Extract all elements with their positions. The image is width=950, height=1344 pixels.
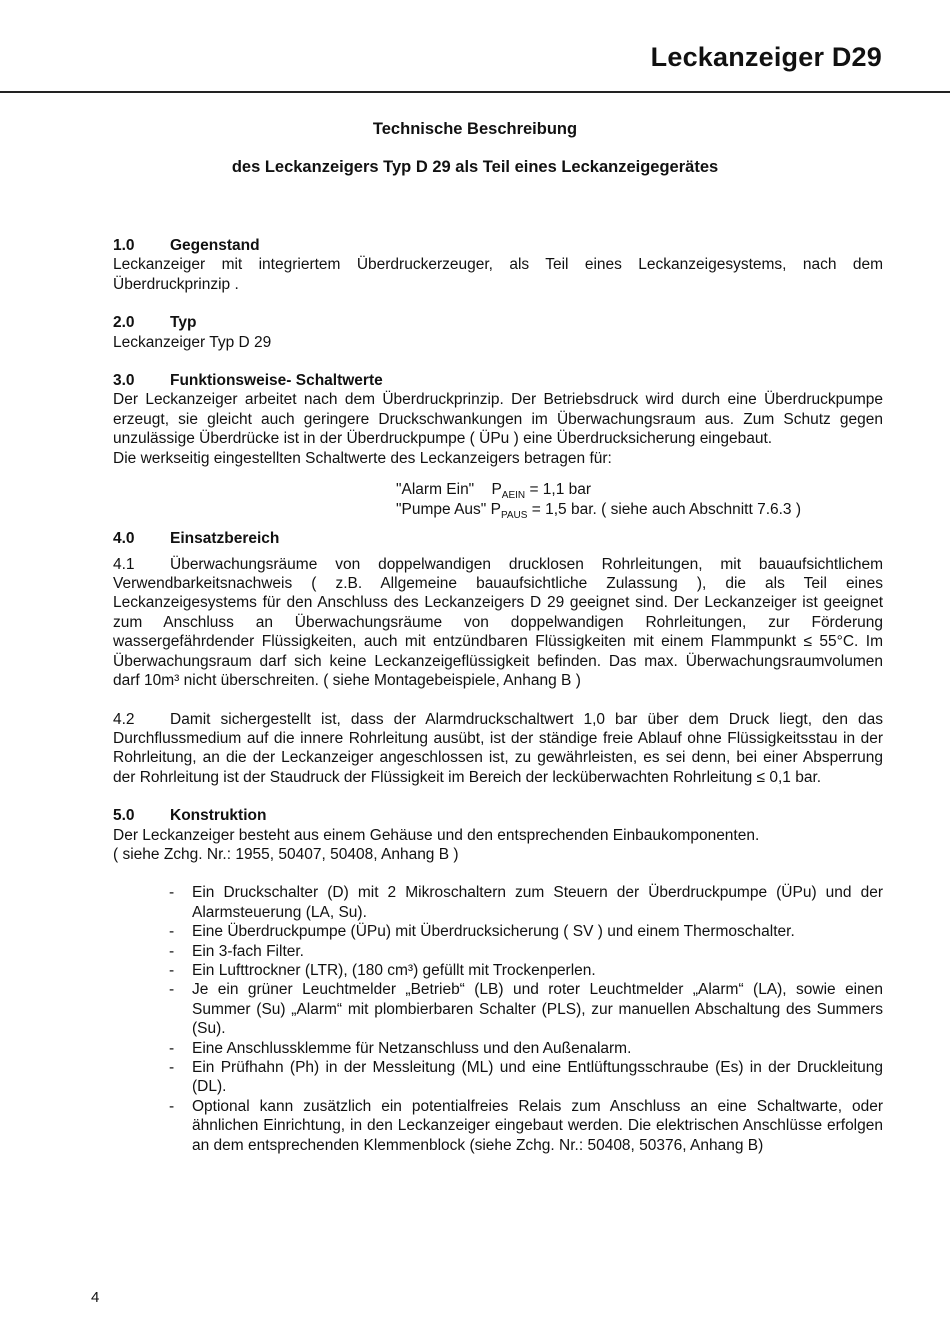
section-text: Der Leckanzeiger besteht aus einem Gehäuse und den entsprechenden Einbaukomponenten. xyxy=(113,826,760,844)
page-number: 4 xyxy=(91,1289,100,1306)
header-title: Leckanzeiger D29 xyxy=(650,42,882,72)
list-item: - Eine Überdruckpumpe (ÜPu) mit Überdrucksicherung ( SV ) und einem Thermoschalter. xyxy=(169,923,795,941)
bullet-dash: - xyxy=(169,942,175,960)
section-typ xyxy=(113,313,883,352)
bullet-dash: - xyxy=(169,1039,175,1057)
paragraph-number: 4.2 xyxy=(113,710,135,728)
section-title: Einsatzbereich xyxy=(170,530,280,548)
section-text: Der Leckanzeiger arbeitet nach dem Überdruckprinzip. Der Betriebsdruck wird durch eine Überdruckpumpe erzeugt, sie gleicht auch geringere Druckschwankungen im Überwachungsraum aus. Zum Schutz gegen unzulässige Überdrücke ist in der Überdruckpumpe ( ÜPu ) eine Überdrucksicherung eingebaut. xyxy=(113,391,883,448)
switch-values xyxy=(396,480,883,519)
paragraph-4-2 xyxy=(113,710,883,788)
alarm-pressure-value: = 1,1 bar xyxy=(529,481,592,499)
component-list xyxy=(113,883,883,1155)
section-title: Funktionsweise- Schaltwerte xyxy=(170,372,383,390)
section-heading xyxy=(113,529,883,548)
document-body xyxy=(113,236,883,1155)
section-text-switch-intro: Die werkseitig eingestellten Schaltwerte des Leckanzeigers betragen für: xyxy=(113,449,612,467)
paragraph-number: 4.1 xyxy=(113,555,135,573)
section-title: Konstruktion xyxy=(170,807,267,825)
pump-label: "Pumpe Aus" xyxy=(396,500,487,518)
alarm-on-value xyxy=(396,480,883,500)
section-heading xyxy=(113,313,883,332)
list-item: - Ein Prüfhahn (Ph) in der Messleitung (ML) und eine Entlüftungsschraube (Es) in der Druckleitung (DL). xyxy=(169,1059,883,1096)
alarm-pressure-symbol: P xyxy=(491,481,502,499)
section-title: Gegenstand xyxy=(170,237,260,254)
section-number: 5.0 xyxy=(113,807,135,825)
section-heading xyxy=(113,236,883,255)
document-subtitle: des Leckanzeigers Typ D 29 als Teil eines Leckanzeigegerätes xyxy=(231,158,719,176)
bullet-dash: - xyxy=(169,1059,175,1076)
section-text: Leckanzeiger Typ D 29 xyxy=(113,333,272,351)
section-funktionsweise xyxy=(113,371,883,519)
pump-off-value xyxy=(396,500,883,520)
pump-pressure-value: = 1,5 bar. ( siehe auch Abschnitt 7.6.3 ) xyxy=(531,500,802,518)
paragraph-text: Überwachungsräume von doppelwandigen drucklosen Rohrleitungen, mit bauaufsichtlichem Verwendbarkeitsnachweis ( z.B. Allgemeine bauaufsichtliche Zulassung ), die als Teil eines Leckanzeigesystems für den Anschluss des Leckanzeigers D 29 geeignet sind. Der Leckanzeiger ist geeignet zum Anschluss an Überwachungsräume von doppelwandigen Rohrleitungen, zur Förderung wassergefährdender Flüssigkeiten, auch mit entzündbaren Flüssigkeiten mit einem Flammpunkt ≤ 55°C. Im Überwachungsraum darf sich keine Leckanzeigeflüssigkeit befinden. Das max. Überwachungsraumvolumen darf 10m³ nicht überschreiten. ( siehe Montagebeispiele, Anhang B ) xyxy=(113,555,883,690)
alarm-pressure-subscript: AEIN xyxy=(501,490,526,502)
list-item: - Optional kann zusätzlich ein potentialfreies Relais zum Anschluss an eine Schaltwarte, oder ähnlichen Einrichtung, in den Leckanzeiger eingebaut werden. Die elektrischen Anschlüsse erfolgen an dem entsprechenden Klemmenblock (siehe Zchg. Nr.: 50408, 50376, Anhang B) xyxy=(169,1097,883,1154)
section-konstruktion xyxy=(113,806,883,1155)
list-item: - Ein 3-fach Filter. xyxy=(169,942,304,960)
paragraph-4-1 xyxy=(113,555,883,691)
section-reference: ( siehe Zchg. Nr.: 1955, 50407, 50408, Anhang B ) xyxy=(113,845,459,863)
alarm-label: "Alarm Ein" xyxy=(396,481,475,499)
pump-pressure-symbol: P xyxy=(490,500,501,518)
bullet-dash: - xyxy=(169,1097,175,1115)
section-text: Leckanzeiger mit integriertem Überdruckerzeuger, als Teil eines Leckanzeigesystems, nach dem Überdruckprinzip . xyxy=(113,256,883,293)
section-title: Typ xyxy=(170,314,197,332)
bullet-dash: - xyxy=(169,923,175,941)
bullet-dash: - xyxy=(169,981,175,999)
list-item: - Eine Anschlussklemme für Netzanschluss und den Außenalarm. xyxy=(169,1039,632,1057)
list-item: - Ein Lufttrockner (LTR), (180 cm³) gefüllt mit Trockenperlen. xyxy=(169,961,596,979)
section-heading xyxy=(113,371,883,390)
paragraph-text: Damit sichergestellt ist, dass der Alarmdruckschaltwert 1,0 bar über dem Druck liegt, den das Durchflussmedium auf die innere Rohrleitung ausübt, ist der ständige freie Ablauf ohne Flüssigkeitsstau in der Rohrleitung, an die der Leckanzeiger angeschlossen ist, zu gewährleisten, es sei denn, bei einer Absperrung der Rohrleitung ist der Staudruck der Flüssigkeit im Bereich der lecküberwachten Rohrleitung ≤ 0,1 bar. xyxy=(113,710,883,786)
section-heading xyxy=(113,806,883,825)
list-item: - Ein Druckschalter (D) mit 2 Mikroschaltern zum Steuern der Überdruckpumpe (ÜPu) und der Alarmsteuerung (LA, Su). xyxy=(169,884,883,921)
pump-pressure-subscript: PAUS xyxy=(500,509,528,521)
section-number: 2.0 xyxy=(113,314,135,332)
section-number: 3.0 xyxy=(113,372,135,390)
bullet-dash: - xyxy=(169,961,175,979)
section-gegenstand xyxy=(113,236,883,294)
section-number: 1.0 xyxy=(113,237,135,254)
section-number: 4.0 xyxy=(113,530,135,548)
bullet-dash: - xyxy=(169,884,175,902)
header-divider xyxy=(0,91,950,93)
list-item: - Je ein grüner Leuchtmelder „Betrieb“ (LB) und roter Leuchtmelder „Alarm“ (LA), sowie einen Summer (Su) „Alarm“ mit plombierbaren Schalter (PLS), zur manuellen Abschaltung des Summers (Su). xyxy=(169,981,883,1038)
section-einsatzbereich xyxy=(113,529,883,787)
document-title: Technische Beschreibung xyxy=(372,120,578,138)
